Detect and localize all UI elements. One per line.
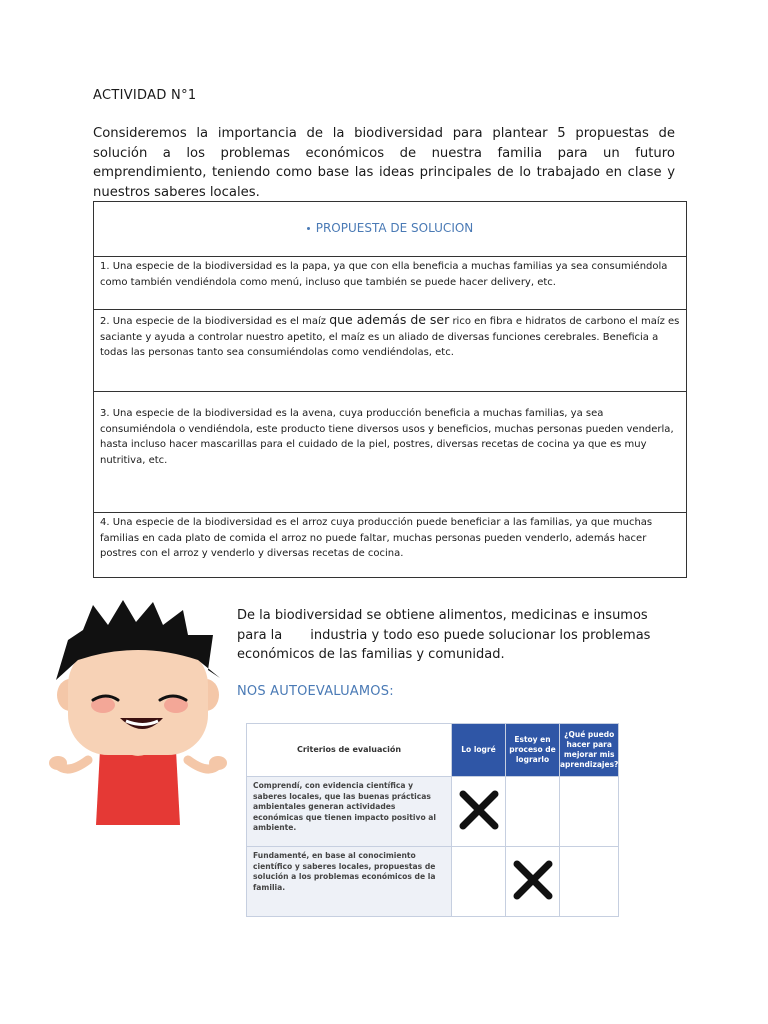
- self-eval-heading: NOS AUTOEVALUAMOS:: [237, 684, 394, 699]
- mark-cell: [560, 777, 619, 847]
- proposal-row: [94, 392, 687, 513]
- proposal-4: 4. Una especie de la biodiversidad es el arroz cuya producción puede beneficiar a las familias, ya que muchas familias en cada plato de comida el arroz no puede faltar, muchas personas pueden venderlo, además hacer postres con el arroz y venderlo y diversas recetas de cocina.: [94, 513, 687, 578]
- mark-cell: [506, 777, 560, 847]
- self-eval-header-row: [247, 724, 619, 777]
- col-in-progress: Estoy en proceso de lograrlo: [506, 724, 560, 777]
- proposals-header: PROPUESTA DE SOLUCION: [315, 221, 474, 236]
- mark-cell: [560, 847, 619, 917]
- mark-cell: [506, 847, 560, 917]
- proposal-row: [94, 257, 687, 310]
- self-eval-row: [247, 847, 619, 917]
- self-eval-row: [247, 777, 619, 847]
- proposal-row: [94, 310, 687, 392]
- activity-title: ACTIVIDAD N°1: [93, 88, 197, 103]
- summary-part-1: De la biodiversidad se obtiene alimentos, medicinas e insumos para la: [237, 608, 648, 643]
- self-eval-table: [246, 723, 619, 917]
- proposal-row: [94, 513, 687, 578]
- proposal-2: [94, 310, 687, 392]
- criterion-1: Comprendí, con evidencia científica y saberes locales, que las buenas prácticas ambientales generan actividades económicas que tienen impacto positivo al ambiente.: [247, 777, 452, 847]
- proposal-3: 3. Una especie de la biodiversidad es la avena, cuya producción beneficia a muchas familias, ya sea consumiéndola o vendiéndola, este producto tiene diversos usos y beneficios, muchas personas pueden venderla, hasta incluso hacer mascarillas para el cuidado de la piel, postres, diversas recetas de cocina ya que es muy nutritiva, etc.: [94, 392, 687, 513]
- proposal-1: 1. Una especie de la biodiversidad es la papa, ya que con ella beneficia a muchas familias ya sea consumiéndola como también vendiéndola como menú, incluso que también se puede hacer delivery, etc.: [94, 257, 687, 310]
- summary-paragraph: [237, 606, 677, 665]
- proposals-header-cell: [94, 202, 687, 257]
- col-improve: ¿Qué puedo hacer para mejorar mis aprendizajes?: [560, 724, 619, 777]
- cartoon-boy-illustration: [48, 600, 228, 830]
- col-criteria: Criterios de evaluación: [247, 724, 452, 777]
- col-achieved: Lo logré: [452, 724, 506, 777]
- proposal-2-part-c: rico en fibra e hidratos de carbono el maíz es saciante y ayuda a controlar nuestro apetito, el maíz es un aliado de diversas funciones cerebrales. Beneficia a todas las personas tanto sea consumiéndolas como vendiéndolas, etc.: [100, 316, 680, 358]
- proposal-2-part-a: 2. Una especie de la biodiversidad es el maíz: [100, 316, 330, 327]
- intro-paragraph: Consideremos la importancia de la biodiversidad para plantear 5 propuestas de solución a los problemas económicos de nuestra familia para un futuro emprendimiento, teniendo como base las ideas principales de lo trabajado en clase y nuestros saberes locales.: [93, 126, 675, 200]
- x-mark-icon: [458, 790, 500, 830]
- proposal-2-part-b: que además de ser: [329, 312, 450, 327]
- mark-cell: [452, 847, 506, 917]
- criterion-2: Fundamenté, en base al conocimiento científico y saberes locales, propuestas de solución a los problemas económicos de la familia.: [247, 847, 452, 917]
- proposals-table: [93, 201, 687, 578]
- bullet-icon: [307, 227, 310, 230]
- summary-part-2: industria y todo eso puede solucionar los problemas económicos de las familias y comunidad.: [237, 627, 651, 662]
- proposals-header-row: [94, 202, 687, 257]
- x-mark-icon: [512, 860, 554, 900]
- mark-cell: [452, 777, 506, 847]
